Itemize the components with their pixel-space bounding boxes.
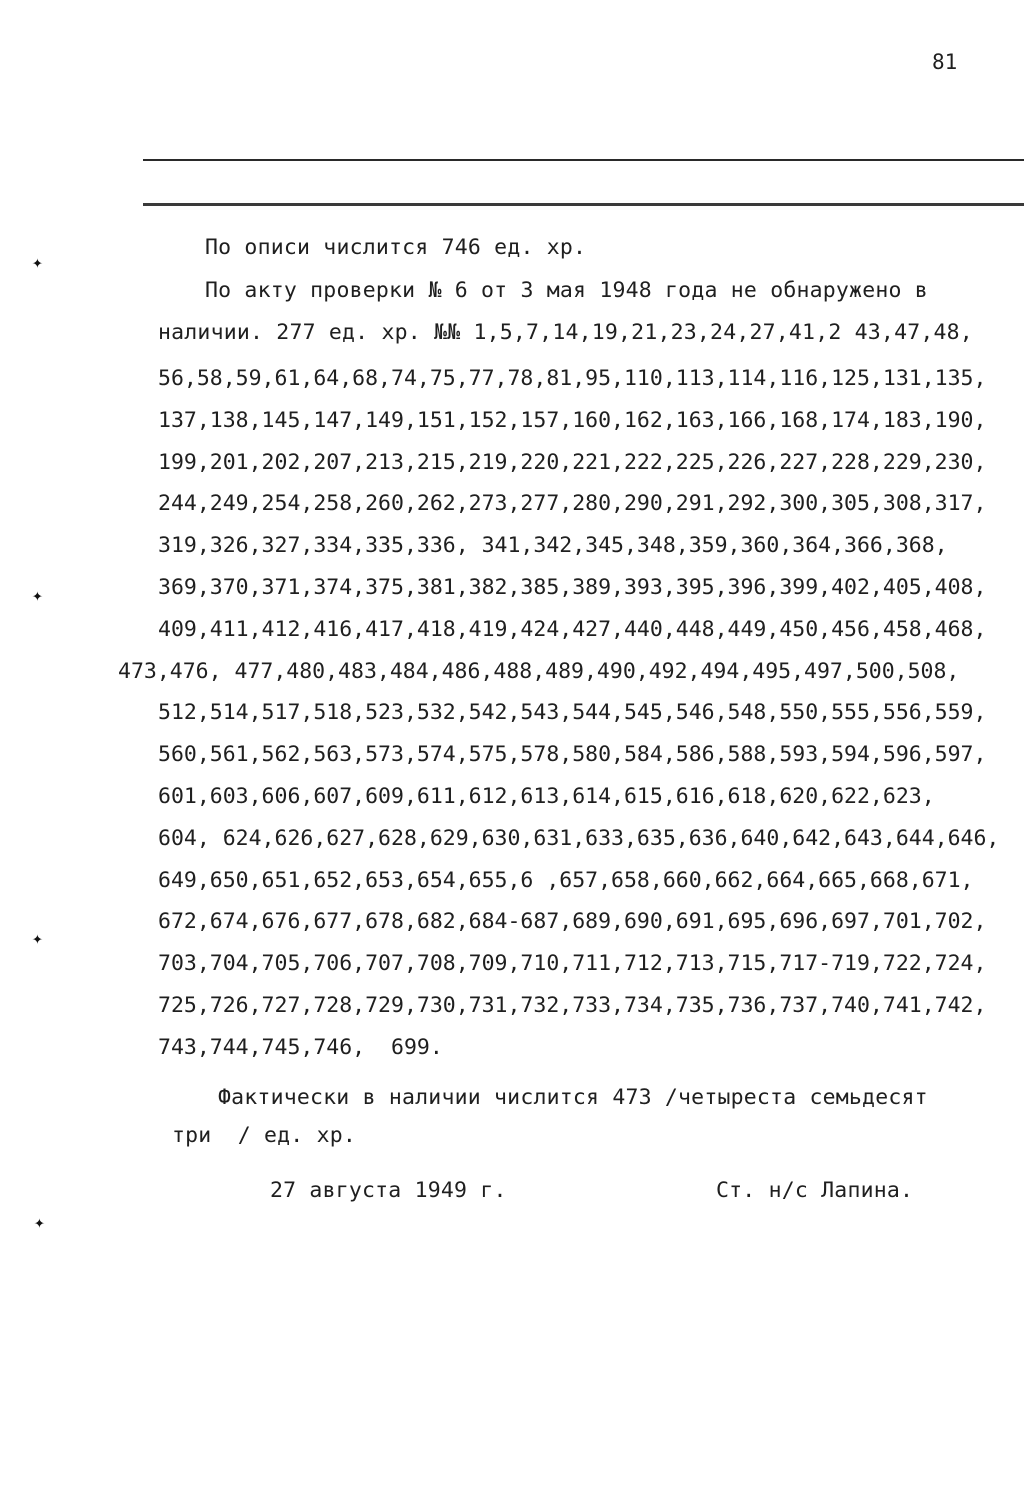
inventory-count-line: По описи числится 746 ед. хр. [205, 235, 587, 260]
actual-count-line: Фактически в наличии числится 473 /четыреста семьдесят [218, 1085, 928, 1110]
number-row: 703,704,705,706,707,708,709,710,711,712,713,715,717-719,722,724, [158, 951, 987, 977]
number-row: 137,138,145,147,149,151,152,157,160,162,163,166,168,174,183,190, [158, 407, 987, 433]
margin-hole-mark: ✦ [32, 928, 43, 949]
header-rule-bottom [143, 203, 1024, 206]
number-row: 199,201,202,207,213,215,219,220,221,222,225,226,227,228,229,230, [158, 449, 987, 475]
missing-items-line: наличии. 277 ед. хр. №№ 1,5,7,14,19,21,23,24,27,41,2 43,47,48, [158, 320, 973, 345]
number-row: 409,411,412,416,417,418,419,424,427,440,448,449,450,456,458,468, [158, 616, 987, 642]
number-row: 369,370,371,374,375,381,382,385,389,393,395,396,399,402,405,408, [158, 574, 987, 600]
number-row: 512,514,517,518,523,532,542,543,544,545,546,548,550,555,556,559, [158, 700, 987, 726]
number-row: 56,58,59,61,64,68,74,75,77,78,81,95,110,113,114,116,125,131,135, [158, 366, 987, 391]
number-row: 244,249,254,258,260,262,273,277,280,290,291,292,300,305,308,317, [158, 491, 987, 517]
number-row: 725,726,727,728,729,730,731,732,733,734,735,736,737,740,741,742, [158, 992, 987, 1018]
margin-hole-mark: ✦ [32, 585, 43, 606]
margin-hole-mark: ✦ [34, 1212, 45, 1233]
number-row: 473,476, 477,480,483,484,486,488,489,490,492,494,495,497,500,508, [118, 658, 960, 684]
number-row: 743,744,745,746, 699. [158, 1034, 443, 1060]
margin-hole-mark: ✦ [32, 252, 43, 273]
number-row: 560,561,562,563,573,574,575,578,580,584,586,588,593,594,596,597, [158, 742, 987, 768]
signature-line: Ст. н/с Лапина. [716, 1178, 914, 1203]
number-row: 601,603,606,607,609,611,612,613,614,615,616,618,620,622,623, [158, 783, 935, 809]
number-row: 319,326,327,334,335,336, 341,342,345,348,359,360,364,366,368, [158, 533, 948, 559]
actual-count-line-continued: три / ед. хр. [172, 1123, 357, 1148]
document-date: 27 августа 1949 г. [270, 1178, 507, 1203]
inspection-act-line: По акту проверки № 6 от 3 мая 1948 года не обнаружено в [205, 278, 928, 303]
number-row: 604, 624,626,627,628,629,630,631,633,635,636,640,642,643,644,646, [158, 825, 1000, 851]
page-number: 81 [932, 50, 958, 74]
missing-numbers-list [118, 358, 1000, 1069]
number-row: 649,650,651,652,653,654,655,6 ,657,658,660,662,664,665,668,671, [158, 867, 974, 893]
number-row: 672,674,676,677,678,682,684-687,689,690,691,695,696,697,701,702, [158, 909, 987, 935]
header-rule-top [143, 159, 1024, 161]
